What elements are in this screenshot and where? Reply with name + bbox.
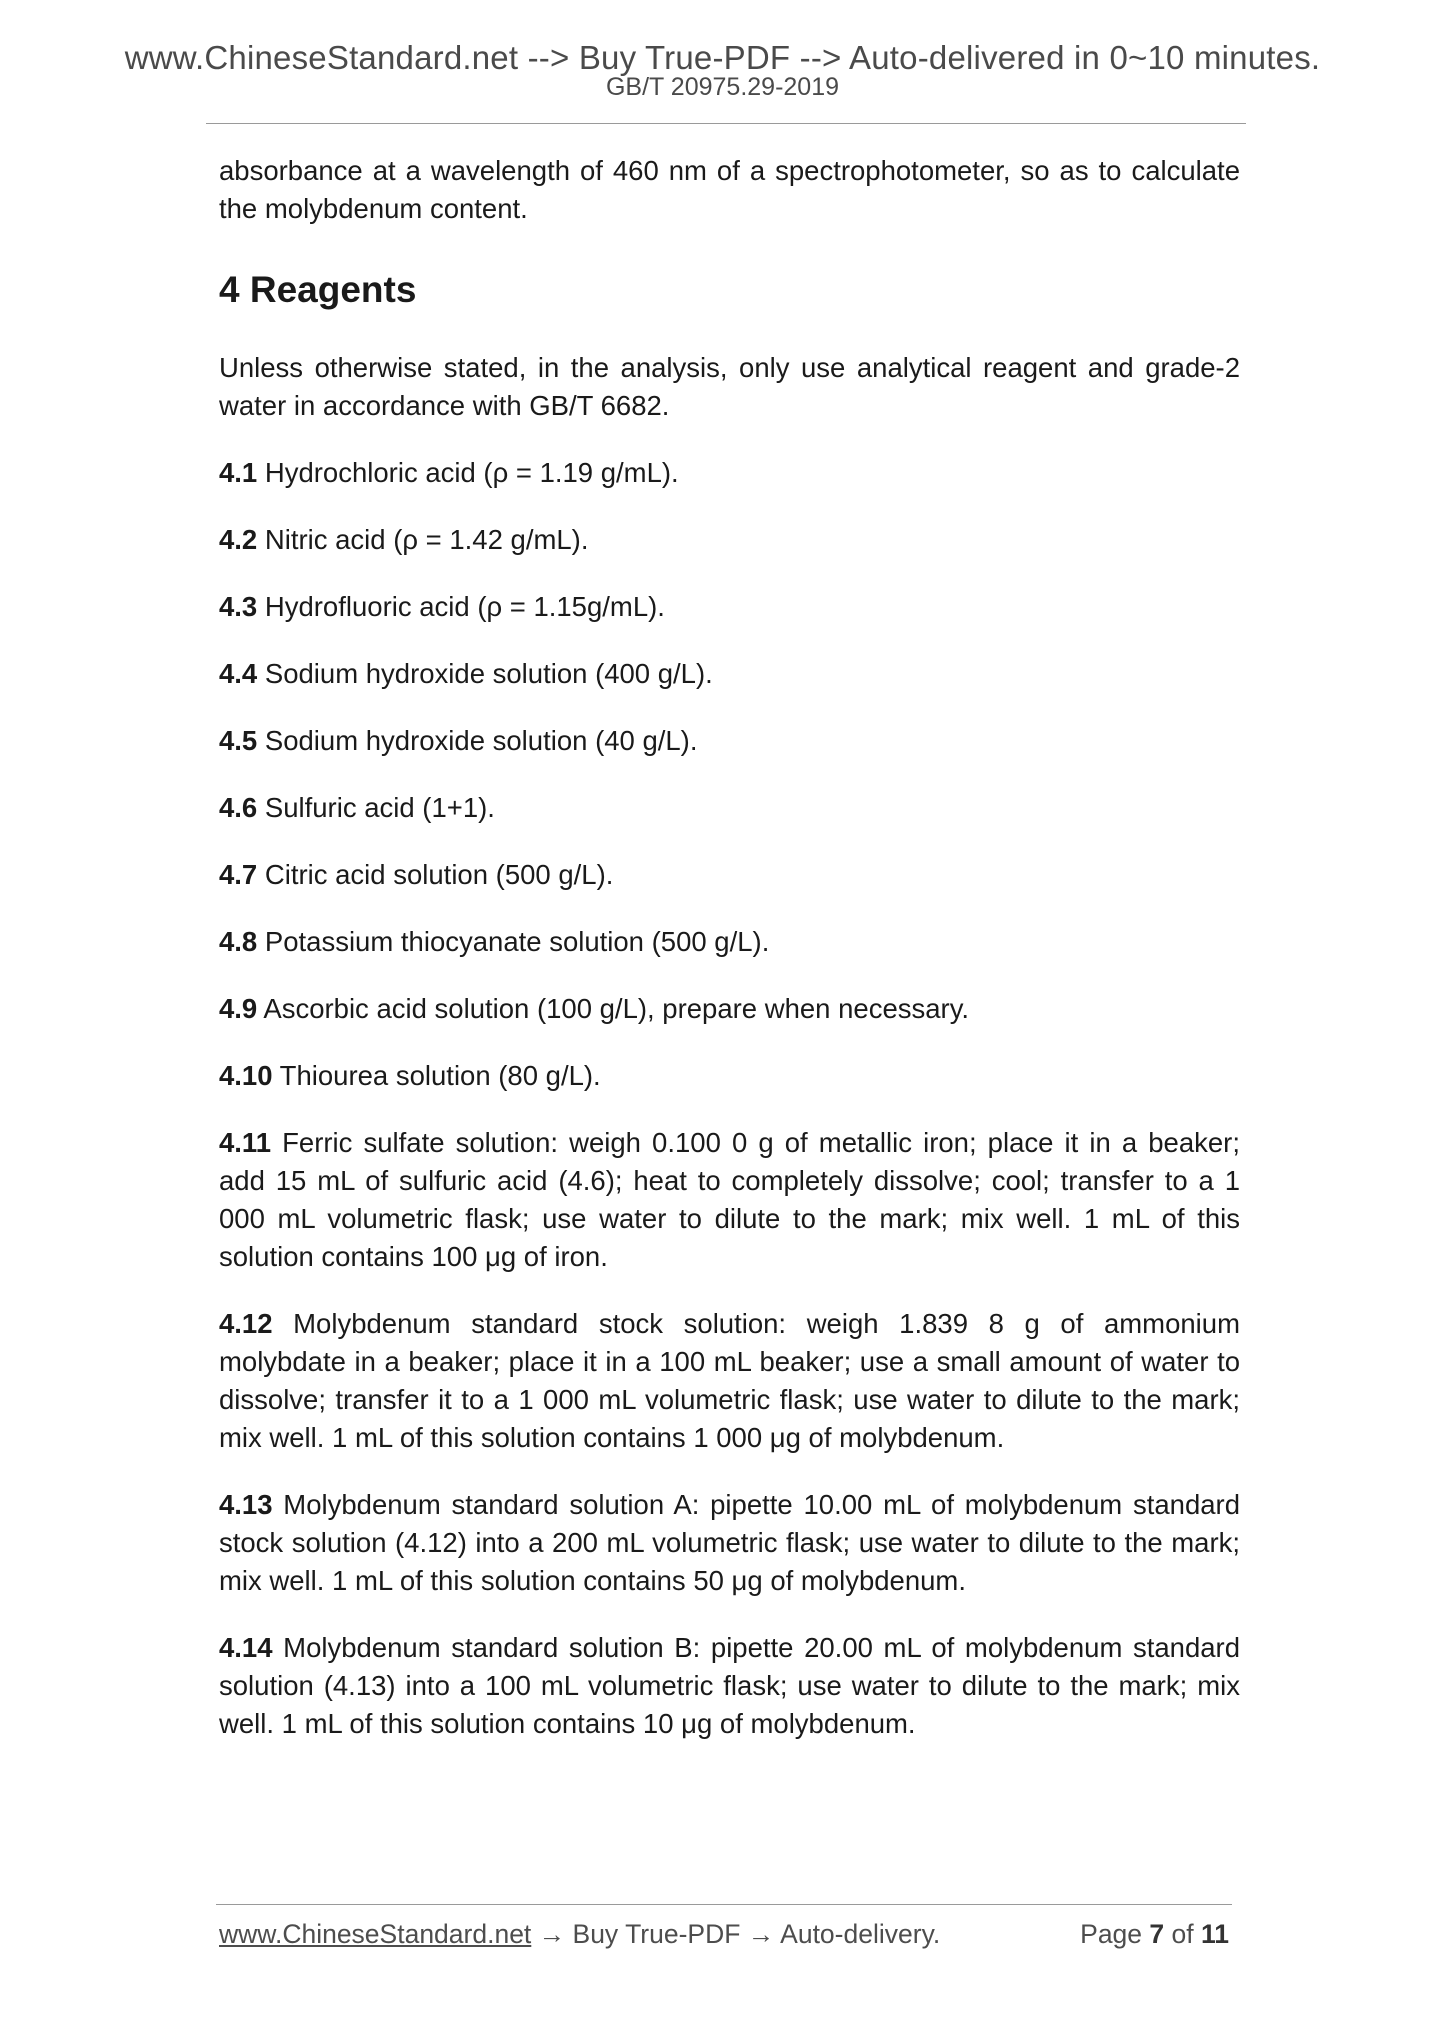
document-number: GB/T 20975.29-2019 — [605, 73, 840, 101]
header-divider — [206, 123, 1246, 124]
reagent-item — [219, 856, 1240, 894]
item-text: Hydrochloric acid (ρ = 1.19 g/mL). — [257, 457, 679, 488]
item-number: 4.6 — [219, 792, 258, 823]
item-number: 4.9 — [219, 993, 258, 1024]
item-number: 4.8 — [219, 926, 258, 957]
reagent-item — [219, 789, 1240, 827]
item-number: 4.4 — [219, 658, 258, 689]
reagent-item — [219, 1124, 1240, 1276]
item-text: Sodium hydroxide solution (400 g/L). — [257, 658, 713, 689]
reagent-item — [219, 1629, 1240, 1743]
item-text: Molybdenum standard solution B: pipette 20.00 mL of molybdenum standard solution (4.13) into a 100 mL volumetric flask; use water to dilute to the mark; mix well. 1 mL of this solution contains 10 μg of molybdenum. — [219, 1632, 1240, 1739]
document-body — [219, 152, 1240, 1743]
reagent-item — [219, 655, 1240, 693]
reagent-item — [219, 454, 1240, 492]
item-number: 4.10 — [219, 1060, 273, 1091]
footer-site-link[interactable]: www.ChineseStandard.net — [219, 1919, 532, 1949]
total-pages-number: 11 — [1200, 1919, 1229, 1949]
footer-divider — [216, 1904, 1232, 1905]
item-number: 4.12 — [219, 1308, 273, 1339]
reagent-item — [219, 588, 1240, 626]
reagent-item — [219, 521, 1240, 559]
item-text: Ferric sulfate solution: weigh 0.100 0 g of metallic iron; place it in a beaker; add 15 mL of sulfuric acid (4.6); heat to completely dissolve; cool; transfer to a 1 000 mL volumetric flask; use water to dilute to the mark; mix well. 1 mL of this solution contains 100 μg of iron. — [219, 1127, 1240, 1272]
item-text: Molybdenum standard stock solution: weigh 1.839 8 g of ammonium molybdate in a beaker; place it in a 100 mL beaker; use a small amount of water to dissolve; transfer it to a 1 000 mL volumetric flask; use water to dilute to the mark; mix well. 1 mL of this solution contains 1 000 μg of molybdenum. — [219, 1308, 1240, 1453]
item-text: Thiourea solution (80 g/L). — [272, 1060, 601, 1091]
site-banner: www.ChineseStandard.net --> Buy True-PDF --> Auto-delivered in 0~10 minutes. — [124, 39, 1321, 76]
item-text: Ascorbic acid solution (100 g/L), prepare when necessary. — [257, 993, 970, 1024]
section-lead-paragraph: Unless otherwise stated, in the analysis, only use analytical reagent and grade-2 water in accordance with GB/T 6682. — [219, 352, 1240, 421]
reagent-item — [219, 722, 1240, 760]
item-text: Sulfuric acid (1+1). — [257, 792, 495, 823]
footer-tagline: → Buy True-PDF → Auto-delivery. — [531, 1919, 941, 1949]
current-page-number: 7 — [1149, 1919, 1165, 1949]
reagent-item — [219, 1305, 1240, 1457]
reagent-item — [219, 990, 1240, 1028]
item-number: 4.5 — [219, 725, 258, 756]
item-number: 4.14 — [219, 1632, 273, 1663]
item-text: Nitric acid (ρ = 1.42 g/mL). — [257, 524, 589, 555]
page-indicator — [1080, 1918, 1229, 1950]
item-text: Citric acid solution (500 g/L). — [257, 859, 614, 890]
item-text: Hydrofluoric acid (ρ = 1.15g/mL). — [257, 591, 665, 622]
reagent-item — [219, 1057, 1240, 1095]
item-text: Sodium hydroxide solution (40 g/L). — [257, 725, 698, 756]
item-number: 4.3 — [219, 591, 258, 622]
item-text: Molybdenum standard solution A: pipette 10.00 mL of molybdenum standard stock solution (4.12) into a 200 mL volumetric flask; use water to dilute to the mark; mix well. 1 mL of this solution contains 50 μg of molybdenum. — [219, 1489, 1240, 1596]
item-number: 4.13 — [219, 1489, 273, 1520]
item-text: Potassium thiocyanate solution (500 g/L). — [257, 926, 770, 957]
item-number: 4.1 — [219, 457, 258, 488]
reagent-item — [219, 923, 1240, 961]
item-number: 4.11 — [219, 1127, 272, 1158]
item-number: 4.7 — [219, 859, 258, 890]
intro-paragraph: absorbance at a wavelength of 460 nm of a spectrophotometer, so as to calculate the molybdenum content. — [219, 155, 1240, 224]
page-label: Page — [1080, 1919, 1150, 1949]
of-label: of — [1164, 1919, 1201, 1949]
reagent-item — [219, 1486, 1240, 1600]
section-heading: 4 Reagents — [219, 269, 417, 310]
item-number: 4.2 — [219, 524, 258, 555]
page-footer — [219, 1918, 1229, 1950]
